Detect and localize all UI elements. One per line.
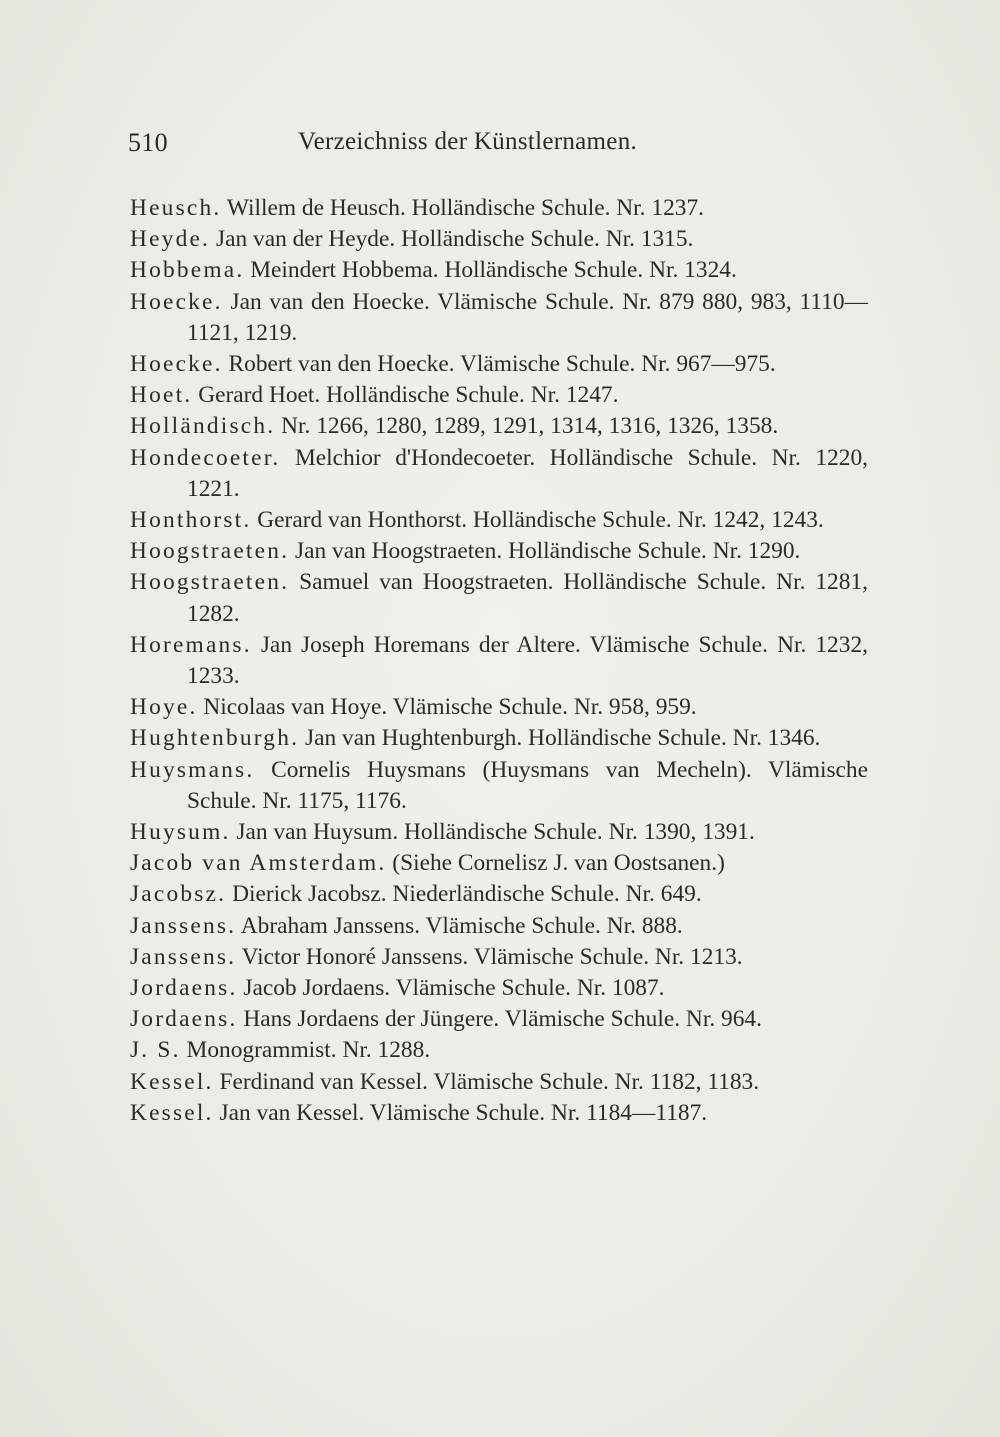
- page-header: [128, 128, 868, 164]
- index-entry: [130, 630, 868, 692]
- artist-name: Jordaens.: [130, 1006, 238, 1033]
- artist-name: Hoogstraeten.: [130, 569, 290, 596]
- entry-text: Abraham Janssens. Vlämische Schule. Nr. 888.: [240, 912, 683, 939]
- entry-text: Jan van den Hoecke. Vlämische Schule. Nr. 879 880, 983, 1110—1121, 1219.: [187, 288, 868, 346]
- artist-name: Huysum.: [130, 819, 231, 846]
- entry-text: Gerard van Honthorst. Holländische Schule. Nr. 1242, 1243.: [257, 507, 824, 534]
- entry-text: Nicolaas van Hoye. Vlämische Schule. Nr. 958, 959.: [203, 694, 697, 721]
- entry-text: Jan van Hughtenburgh. Holländische Schule. Nr. 1346.: [305, 725, 821, 752]
- index-entry: [130, 911, 868, 942]
- entry-text: Willem de Heusch. Holländische Schule. Nr. 1237.: [226, 195, 705, 221]
- index-entry: [130, 505, 868, 536]
- artist-name: Jacobsz.: [130, 881, 227, 908]
- index-entry: [130, 380, 868, 411]
- artist-name: Janssens.: [130, 943, 237, 970]
- page-number: 510: [128, 128, 168, 157]
- entry-text: Meindert Hobbema. Holländische Schule. Nr. 1324.: [250, 257, 737, 284]
- entry-text: Robert van den Hoecke. Vlämische Schule. Nr. 967—975.: [228, 351, 776, 378]
- entry-text: Dierick Jacobsz. Niederländische Schule. Nr. 649.: [232, 881, 702, 908]
- index-entry: [130, 1035, 868, 1066]
- entry-text: Jacob Jordaens. Vlämische Schule. Nr. 1087.: [243, 975, 665, 1002]
- artist-name: Hoecke.: [130, 351, 223, 378]
- artist-name: Holländisch.: [130, 413, 276, 440]
- artist-name: Horemans.: [130, 631, 252, 658]
- entry-text: (Siehe Cornelisz J. van Oostsanen.): [392, 850, 725, 877]
- entry-text: Ferdinand van Kessel. Vlämische Schule. Nr. 1182, 1183.: [219, 1068, 760, 1095]
- artist-name: Janssens.: [130, 912, 237, 939]
- artist-name: Kessel.: [130, 1068, 214, 1095]
- artist-name: Hondecoeter.: [130, 444, 281, 471]
- artist-name: Heyde.: [130, 226, 211, 253]
- entry-text: Nr. 1266, 1280, 1289, 1291, 1314, 1316, 1326, 1358.: [281, 413, 779, 440]
- index-entry: [130, 817, 868, 848]
- entry-text: Gerard Hoet. Holländische Schule. Nr. 1247.: [198, 382, 619, 409]
- entry-text: Hans Jordaens der Jüngere. Vlämische Schule. Nr. 964.: [243, 1006, 762, 1033]
- artist-name: Jordaens.: [130, 975, 238, 1002]
- artist-name: J. S.: [130, 1037, 181, 1064]
- index-entry: [130, 755, 868, 817]
- artist-name: Honthorst.: [130, 507, 252, 534]
- entry-text: Samuel van Hoogstraeten. Holländische Schule. Nr. 1281, 1282.: [187, 569, 868, 627]
- entry-text: Jan van der Heyde. Holländische Schule. Nr. 1315.: [215, 226, 694, 253]
- index-entry: [130, 255, 868, 286]
- entry-text: Jan van Huysum. Holländische Schule. Nr. 1390, 1391.: [236, 819, 755, 846]
- entry-text: Melchior d'Hondecoeter. Holländische Schule. Nr. 1220, 1221.: [187, 444, 868, 502]
- index-entry: [130, 973, 868, 1004]
- index-entry: [130, 1004, 868, 1035]
- artist-name: Hoye.: [130, 694, 198, 721]
- artist-name: Hoet.: [130, 382, 193, 409]
- index-entry: [130, 411, 868, 442]
- artist-name: Hobbema.: [130, 257, 245, 284]
- entry-text: Jan van Kessel. Vlämische Schule. Nr. 1184—1187.: [219, 1099, 708, 1126]
- entry-text: Cornelis Huysmans (Huysmans van Mecheln). Vlämische Schule. Nr. 1175, 1176.: [187, 756, 868, 814]
- index-entry: [130, 942, 868, 973]
- index-entry: [130, 1067, 868, 1098]
- artist-name: Heusch.: [130, 195, 222, 221]
- artist-name: Kessel.: [130, 1099, 214, 1126]
- index-entry: [130, 193, 868, 224]
- entry-text: Monogrammist. Nr. 1288.: [186, 1037, 431, 1064]
- artist-index-list: [130, 193, 868, 1129]
- artist-name: Hoecke.: [130, 288, 223, 315]
- index-entry: [130, 692, 868, 723]
- entry-text: Jan van Hoogstraeten. Holländische Schule. Nr. 1290.: [295, 538, 801, 565]
- index-entry: [130, 848, 868, 879]
- entry-text: Victor Honoré Janssens. Vlämische Schule. Nr. 1213.: [241, 943, 743, 970]
- index-entry: [130, 536, 868, 567]
- artist-name: Huysmans.: [130, 756, 255, 783]
- index-entry: [130, 287, 868, 349]
- artist-name: Hoogstraeten.: [130, 538, 290, 565]
- index-entry: [130, 349, 868, 380]
- artist-name: Jacob van Amsterdam.: [130, 850, 387, 877]
- running-title: Verzeichniss der Künstlernamen.: [298, 128, 638, 155]
- artist-name: Hughtenburgh.: [130, 725, 300, 752]
- index-entry: [130, 1098, 868, 1129]
- index-entry: [130, 224, 868, 255]
- index-entry: [130, 723, 868, 754]
- index-entry: [130, 567, 868, 629]
- entry-text: Jan Joseph Horemans der Altere. Vlämische Schule. Nr. 1232, 1233.: [187, 631, 868, 690]
- index-entry: [130, 879, 868, 910]
- index-entry: [130, 443, 868, 505]
